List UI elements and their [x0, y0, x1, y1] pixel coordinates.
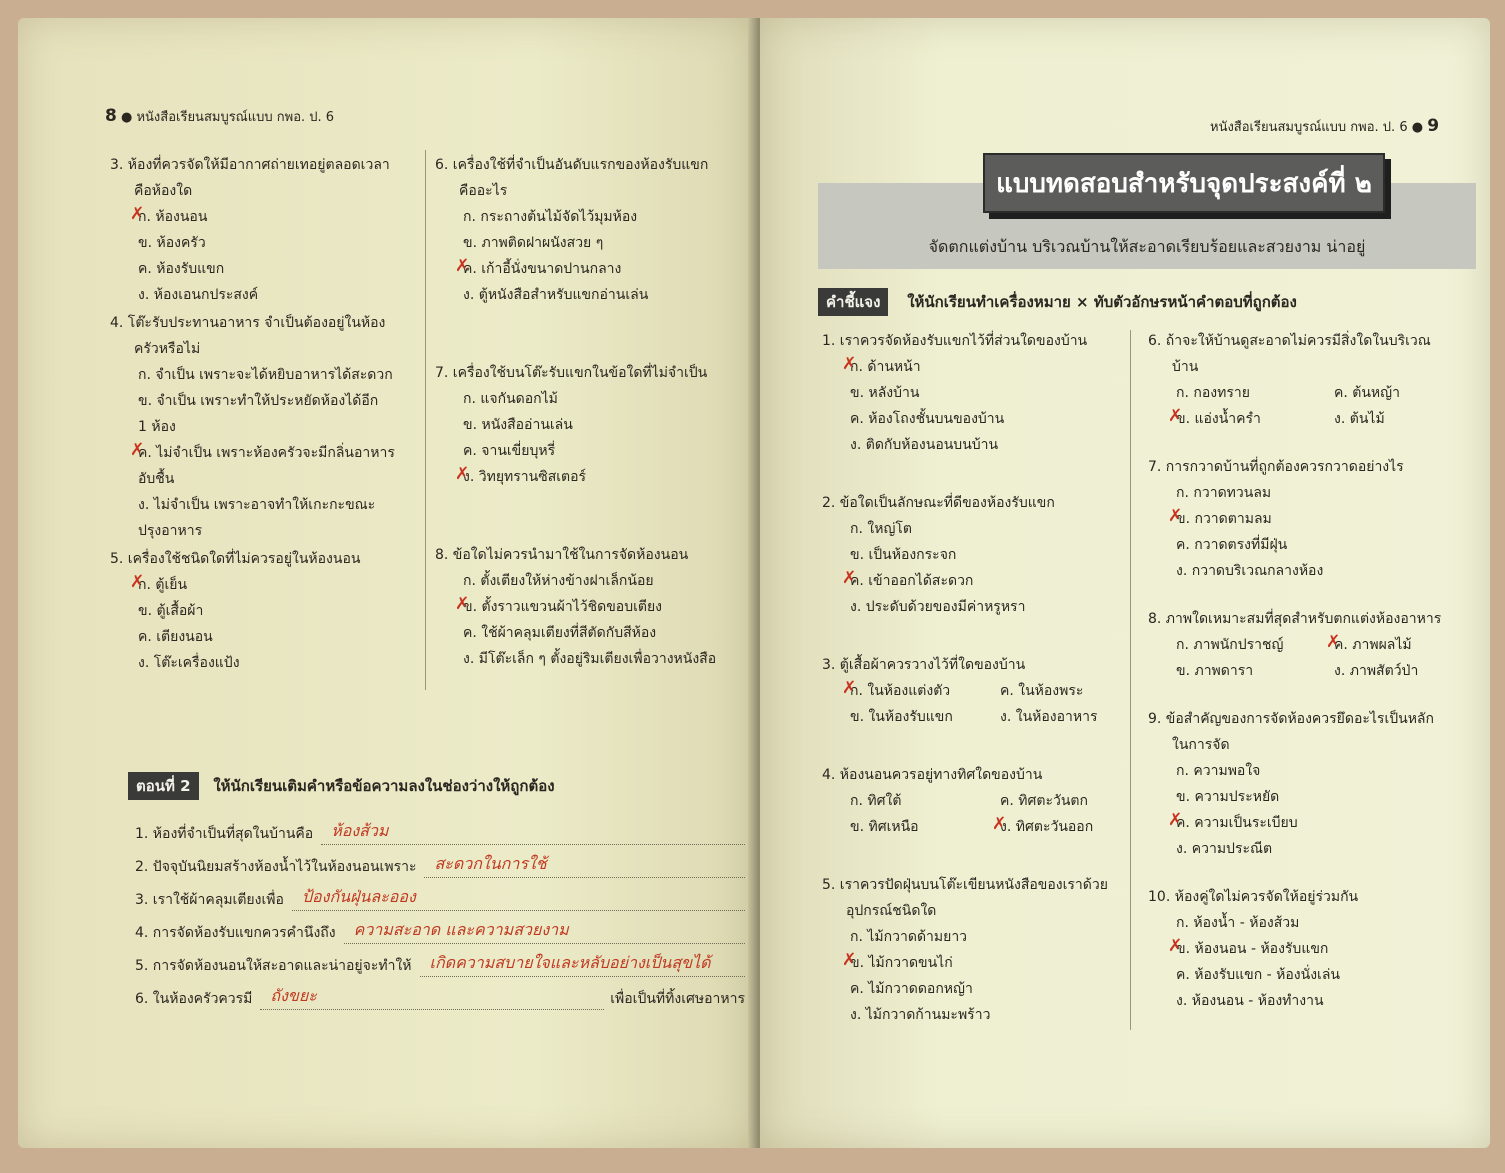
fill-item — [135, 845, 745, 878]
question-stem: 7. เครื่องใช้บนโต๊ะรับแขกในข้อใดที่ไม่จำเป็น — [435, 365, 708, 381]
marked-option: ✗ ข. ห้องนอน - ห้องรับแขก — [1148, 936, 1468, 962]
column-divider — [425, 150, 426, 690]
option: ค. ต้นหญ้า — [1334, 385, 1400, 401]
question — [1148, 884, 1468, 1014]
question-stem: 4. ห้องนอนควรอยู่ทางทิศใดของบ้าน — [822, 767, 1043, 783]
question-stem: 2. ข้อใดเป็นลักษณะที่ดีของห้องรับแขก — [822, 495, 1055, 511]
option: ข. ตู้เสื้อผ้า — [138, 603, 204, 619]
option: ง. ห้องเอนกประสงค์ — [138, 287, 259, 303]
question-stem: 5. เราควรปัดฝุ่นบนโต๊ะเขียนหนังสือของเราด้วย — [822, 877, 1108, 893]
option: ก. ใหญ่โต — [850, 521, 912, 537]
fill-item — [135, 977, 745, 1010]
question-stem: 3. ห้องที่ควรจัดให้มีอากาศถ่ายเทอยู่ตลอดเวลา — [110, 157, 390, 173]
left-header-title: หนังสือเรียนสมบูรณ์แบบ กพอ. ป. 6 — [136, 110, 335, 125]
handwritten-answer: ป้องกันฝุ่นละออง — [292, 885, 745, 911]
left-column-2 — [435, 146, 745, 672]
fill-item — [135, 878, 745, 911]
fill-label: 3. เราใช้ผ้าคลุมเตียงเพื่อ — [135, 892, 284, 908]
option: ข. ทิศเหนือ — [850, 819, 919, 835]
fill-tail: เพื่อเป็นที่ทิ้งเศษอาหาร — [610, 991, 745, 1007]
option: ก. ความพอใจ — [1176, 763, 1261, 779]
left-page-number: 8 — [105, 106, 117, 126]
fill-item — [135, 911, 745, 944]
instruction-row — [818, 288, 1476, 316]
option: ข. ภาพติดฝาผนังสวย ๆ — [463, 235, 604, 251]
question — [110, 546, 410, 676]
fill-label: 2. ปัจจุบันนิยมสร้างห้องน้ำไว้ในห้องนอนเพราะ — [135, 859, 417, 875]
option: ค. ไม้กวาดดอกหญ้า — [850, 981, 973, 997]
handwritten-answer: เกิดความสบายใจและหลับอย่างเป็นสุขได้ — [420, 951, 745, 977]
option: ง. ไม้กวาดก้านมะพร้าว — [850, 1007, 991, 1023]
option: ก. ทิศใต้ — [850, 793, 902, 809]
fill-in-blanks — [135, 812, 745, 1010]
objective-text: จัดตกแต่งบ้าน บริเวณบ้านให้สะอาดเรียบร้อยและสวยงาม น่าอยู่ — [928, 237, 1366, 256]
right-page-number: 9 — [1427, 116, 1440, 136]
question-stem-cont: ในการจัด — [1172, 737, 1230, 753]
fill-item — [135, 812, 745, 845]
marked-option: ✗ ค. ไม่จำเป็น เพราะห้องครัวจะมีกลิ่นอาหาร — [110, 440, 410, 466]
option: ค. ห้องรับแขก — [138, 261, 225, 277]
option: ค. กวาดตรงที่มีฝุ่น — [1176, 537, 1288, 553]
left-column-1 — [110, 146, 410, 676]
option: ข. ความประหยัด — [1176, 789, 1280, 805]
question-stem-cont: คือห้องใด — [134, 183, 193, 199]
marked-option: ✗ ก. ในห้องแต่งตัว — [822, 678, 972, 704]
option: ง. มีโต๊ะเล็ก ๆ ตั้งอยู่ริมเตียงเพื่อวางหนังสือ — [463, 651, 717, 667]
question-stem-cont: อุปกรณ์ชนิดใด — [846, 903, 937, 919]
question — [110, 152, 410, 308]
question — [822, 652, 1122, 730]
question-stem: 6. ถ้าจะให้บ้านดูสะอาดไม่ควรมีสิ่งใดในบริเวณ — [1148, 333, 1431, 349]
option: ก. แจกันดอกไม้ — [463, 391, 558, 407]
option: ข. ภาพดารา — [1176, 663, 1254, 679]
bullet-icon: ● — [1411, 120, 1428, 135]
option: ง. ในห้องอาหาร — [1000, 709, 1098, 725]
option: ก. กองทราย — [1176, 385, 1250, 401]
question-stem: 1. เราควรจัดห้องรับแขกไว้ที่ส่วนใดของบ้าน — [822, 333, 1088, 349]
option: ก. กวาดทวนลม — [1176, 485, 1272, 501]
option: ง. ไม่จำเป็น เพราะอาจทำให้เกะกะขณะ — [138, 497, 376, 513]
option: ค. ใช้ผ้าคลุมเตียงที่สีตัดกับสีห้อง — [463, 625, 657, 641]
left-page-header — [105, 106, 334, 127]
handwritten-answer: ถังขยะ — [260, 984, 604, 1010]
fill-label: 5. การจัดห้องนอนให้สะอาดและน่าอยู่จะทำให้ — [135, 958, 412, 974]
instruction-label: คำชี้แจง — [818, 288, 888, 316]
option-row — [822, 814, 1122, 840]
handwritten-answer: สะดวกในการใช้ — [424, 852, 745, 878]
marked-option: ✗ ง. ทิศตะวันออก — [972, 814, 1122, 840]
marked-option: ✗ ค. ความเป็นระเบียบ — [1148, 810, 1468, 836]
option: ง. ความประณีต — [1176, 841, 1273, 857]
marked-option: ✗ ข. กวาดตามลม — [1148, 506, 1468, 532]
option: ก. ภาพนักปราชญ์ — [1176, 637, 1284, 653]
right-column-2 — [1148, 322, 1468, 1014]
option: ก. จำเป็น เพราะจะได้หยิบอาหารได้สะดวก — [138, 367, 393, 383]
question — [822, 762, 1122, 840]
bullet-icon: ● — [120, 110, 137, 125]
question — [822, 328, 1122, 458]
instruction-text: ให้นักเรียนทำเครื่องหมาย × ทับตัวอักษรหน้าคำตอบที่ถูกต้อง — [907, 293, 1297, 311]
right-header-title: หนังสือเรียนสมบูรณ์แบบ กพอ. ป. 6 — [1210, 120, 1408, 135]
option: ง. ภาพสัตว์ป่า — [1334, 663, 1419, 679]
fill-label: 4. การจัดห้องรับแขกควรคำนึงถึง — [135, 925, 336, 941]
option: ก. ตั้งเตียงให้ห่างข้างฝาเล็กน้อย — [463, 573, 654, 589]
option: ง. กวาดบริเวณกลางห้อง — [1176, 563, 1324, 579]
option: ก. ไม้กวาดด้ามยาว — [850, 929, 968, 945]
handwritten-answer: ความสะอาด และความสวยงาม — [344, 918, 745, 944]
question-stem-cont: ครัวหรือไม่ — [134, 341, 201, 357]
question-stem: 3. ตู้เสื้อผ้าควรวางไว้ที่ใดของบ้าน — [822, 657, 1026, 673]
option-row — [1148, 632, 1468, 658]
option: ข. เป็นห้องกระจก — [850, 547, 957, 563]
handwritten-answer: ห้องส้วม — [321, 819, 745, 845]
marked-option: ✗ ก. ห้องนอน — [110, 204, 410, 230]
option: ข. ห้องครัว — [138, 235, 206, 251]
question-stem: 8. ข้อใดไม่ควรนำมาใช้ในการจัดห้องนอน — [435, 547, 689, 563]
marked-option: ✗ ง. วิทยุทรานซิสเตอร์ — [435, 464, 745, 490]
marked-option: ✗ ค. เก้าอี้นั่งขนาดปานกลาง — [435, 256, 745, 282]
option-row — [1148, 406, 1468, 432]
question — [110, 310, 410, 544]
marked-option: ✗ ข. แอ่งน้ำครำ — [1148, 406, 1306, 432]
question-stem-cont: บ้าน — [1172, 359, 1199, 375]
option: ง. ห้องนอน - ห้องทำงาน — [1176, 993, 1324, 1009]
option: ข. หนังสืออ่านเล่น — [463, 417, 573, 433]
option: ง. ตู้หนังสือสำหรับแขกอ่านเล่น — [463, 287, 649, 303]
option-row — [822, 788, 1122, 814]
option: ข. ในห้องรับแขก — [850, 709, 953, 725]
part2-label: ตอนที่ 2 — [128, 772, 199, 800]
question — [435, 542, 745, 672]
fill-label: 6. ในห้องครัวควรมี — [135, 991, 253, 1007]
question — [435, 360, 745, 490]
question-stem: 7. การกวาดบ้านที่ถูกต้องควรกวาดอย่างไร — [1148, 459, 1404, 475]
question-stem-cont: คืออะไร — [459, 183, 508, 199]
option: อับชื้น — [138, 471, 175, 487]
test-title: แบบทดสอบสำหรับจุดประสงค์ที่ ๒ — [983, 153, 1385, 213]
question-stem: 10. ห้องคู่ใดไม่ควรจัดให้อยู่ร่วมกัน — [1148, 889, 1359, 905]
question-stem: 4. โต๊ะรับประทานอาหาร จำเป็นต้องอยู่ในห้อง — [110, 315, 386, 331]
question — [822, 872, 1122, 1028]
option: ค. จานเขี่ยบุหรี่ — [463, 443, 556, 459]
fill-label: 1. ห้องที่จำเป็นที่สุดในบ้านคือ — [135, 826, 314, 842]
marked-option: ✗ ก. ตู้เย็น — [110, 572, 410, 598]
option: ง. ติดกับห้องนอนบนบ้าน — [850, 437, 999, 453]
option-row — [1148, 380, 1468, 406]
option: ค. เตียงนอน — [138, 629, 213, 645]
marked-option: ✗ ค. เข้าออกได้สะดวก — [822, 568, 1122, 594]
question-stem: 6. เครื่องใช้ที่จำเป็นอันดับแรกของห้องรับแขก — [435, 157, 709, 173]
fill-item — [135, 944, 745, 977]
option: ง. ต้นไม้ — [1334, 411, 1385, 427]
question — [435, 152, 745, 308]
option: ค. ในห้องพระ — [1000, 683, 1084, 699]
question — [1148, 706, 1468, 862]
option: ค. ห้องรับแขก - ห้องนั่งเล่น — [1176, 967, 1340, 983]
option-row — [822, 678, 1122, 704]
option: ก. ห้องน้ำ - ห้องส้วม — [1176, 915, 1300, 931]
option: ง. ประดับด้วยของมีค่าหรูหรา — [850, 599, 1026, 615]
question-stem: 8. ภาพใดเหมาะสมที่สุดสำหรับตกแต่งห้องอาหาร — [1148, 611, 1442, 627]
option: ข. จำเป็น เพราะทำให้ประหยัดห้องได้อีก — [138, 393, 379, 409]
marked-option: ✗ ข. ไม้กวาดขนไก่ — [822, 950, 1122, 976]
option: ปรุงอาหาร — [138, 523, 203, 539]
marked-option: ✗ ค. ภาพผลไม้ — [1306, 632, 1464, 658]
question-stem: 9. ข้อสำคัญของการจัดห้องควรยึดอะไรเป็นหลัก — [1148, 711, 1434, 727]
part2-heading — [128, 772, 738, 800]
question — [1148, 328, 1468, 432]
question — [1148, 454, 1468, 584]
marked-option: ✗ ข. ตั้งราวแขวนผ้าไว้ชิดขอบเตียง — [435, 594, 745, 620]
option: ข. หลังบ้าน — [850, 385, 920, 401]
part2-instruction: ให้นักเรียนเติมคำหรือข้อความลงในช่องว่างให้ถูกต้อง — [213, 777, 555, 795]
option: 1 ห้อง — [138, 419, 176, 435]
right-column-1 — [822, 322, 1122, 1028]
column-divider — [1130, 330, 1131, 1030]
question — [822, 490, 1122, 620]
option: ง. โต๊ะเครื่องแป้ง — [138, 655, 240, 671]
question-stem: 5. เครื่องใช้ชนิดใดที่ไม่ควรอยู่ในห้องนอน — [110, 551, 361, 567]
marked-option: ✗ ก. ด้านหน้า — [822, 354, 1122, 380]
option: ค. ทิศตะวันตก — [1000, 793, 1088, 809]
right-page-header — [1210, 116, 1439, 137]
option: ค. ห้องโถงชั้นบนของบ้าน — [850, 411, 1005, 427]
question — [1148, 606, 1468, 684]
option: ก. กระถางต้นไม้จัดไว้มุมห้อง — [463, 209, 638, 225]
option-row — [822, 704, 1122, 730]
option-row — [1148, 658, 1468, 684]
